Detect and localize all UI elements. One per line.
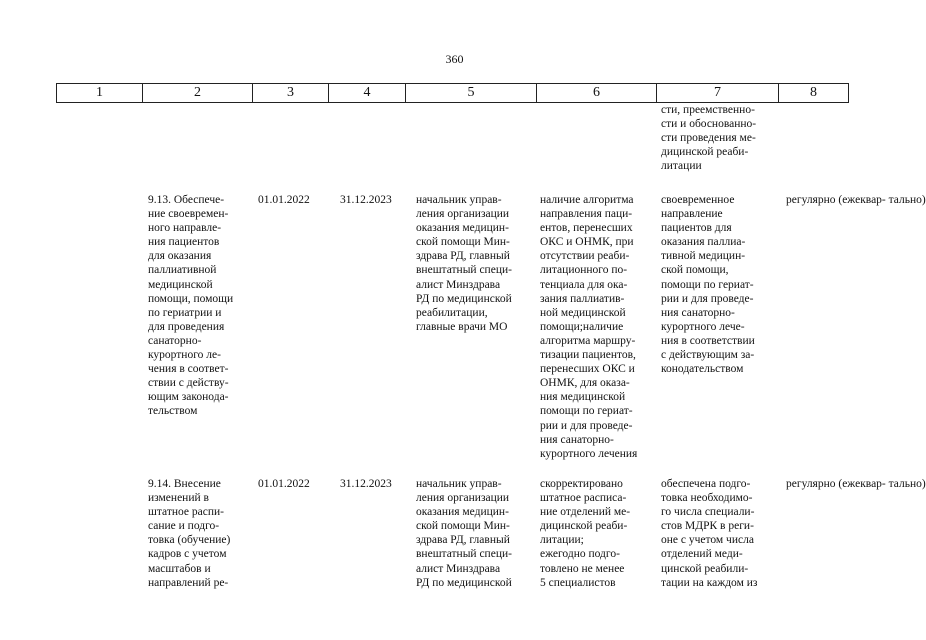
row-9-13-frequency: регулярно (ежеквар- тально) (786, 194, 926, 206)
row-9-14-result: обеспечена подго- товка необходимо- го числа специали- стов МДРК в реги- оне с учетом числа отделений меди- цинской реабили- тации на каждом из (661, 478, 758, 589)
header-col-7: 7 (714, 85, 721, 100)
row-9-13-indicator: наличие алгоритма направления паци- ентов, перенесших ОКС и ОНМК, при отсутствии реаби- литационного по- тенциала для ока- зания паллиатив- ной медицинской помощи;наличие алгоритма маршру- тизации пациентов, перенесших ОКС и ОНМК, для оказа- ния медицинской помощи по гериат- рии и для проведе- ния санаторно- курортного лечения (540, 194, 638, 460)
header-col-2: 2 (194, 85, 201, 100)
row-9-13-result: своевременное направление пациентов для оказания паллиа- тивной медицин- ской помощи, помощи по гериат- рии и для проведе- ния санаторно- курортного лече- ния в соответствии с действующим за- конодательством (661, 194, 755, 376)
row-9-13-start-date: 01.01.2022 (258, 194, 310, 206)
row-9-14-frequency: регулярно (ежеквар- тально) (786, 478, 926, 490)
header-col-3: 3 (287, 85, 294, 100)
page-number: 360 (445, 52, 464, 66)
header-col-8: 8 (810, 85, 817, 100)
column-divider (848, 83, 849, 102)
carryover-col7-text: сти, преемственно- сти и обоснованно- сти проведения ме- дицинской реаби- литации (661, 104, 757, 173)
row-9-13-end-date: 31.12.2023 (340, 194, 392, 206)
row-9-13-measure: 9.13. Обеспече- ние своевремен- ного направле- ния пациентов для оказания паллиативной медицинской помощи, помощи по гериатрии и для проведения санаторно- курортного ле- чения в соответ- ствии с действу- ющим законода- тельством (148, 194, 234, 418)
header-col-4: 4 (363, 85, 371, 100)
row-9-14-end-date: 31.12.2023 (340, 478, 392, 490)
row-9-14-measure: 9.14. Внесение изменений в штатное распи- сание и подго- товка (обучение) кадров с учетом масштабов и направлений ре- (148, 478, 231, 589)
header-col-6: 6 (593, 85, 600, 100)
header-col-1: 1 (96, 85, 103, 100)
row-9-14-indicator: скорректировано штатное расписа- ние отделений ме- дицинской реаби- литации; ежегодно подго- товлено не менее 5 специалистов (540, 478, 631, 589)
row-9-14-start-date: 01.01.2022 (258, 478, 310, 490)
row-9-14-responsible: начальник управ- ления организации оказания медицин- ской помощи Мин- здрава РД, главный внештатный специ- алист Минздрава РД по медицинской (416, 478, 512, 589)
header-col-5: 5 (467, 85, 475, 100)
row-9-13-responsible: начальник управ- ления организации оказания медицин- ской помощи Мин- здрава РД, главный внештатный специ- алист Минздрава РД по медицинской реабилитации, главные врачи МО (416, 194, 512, 333)
